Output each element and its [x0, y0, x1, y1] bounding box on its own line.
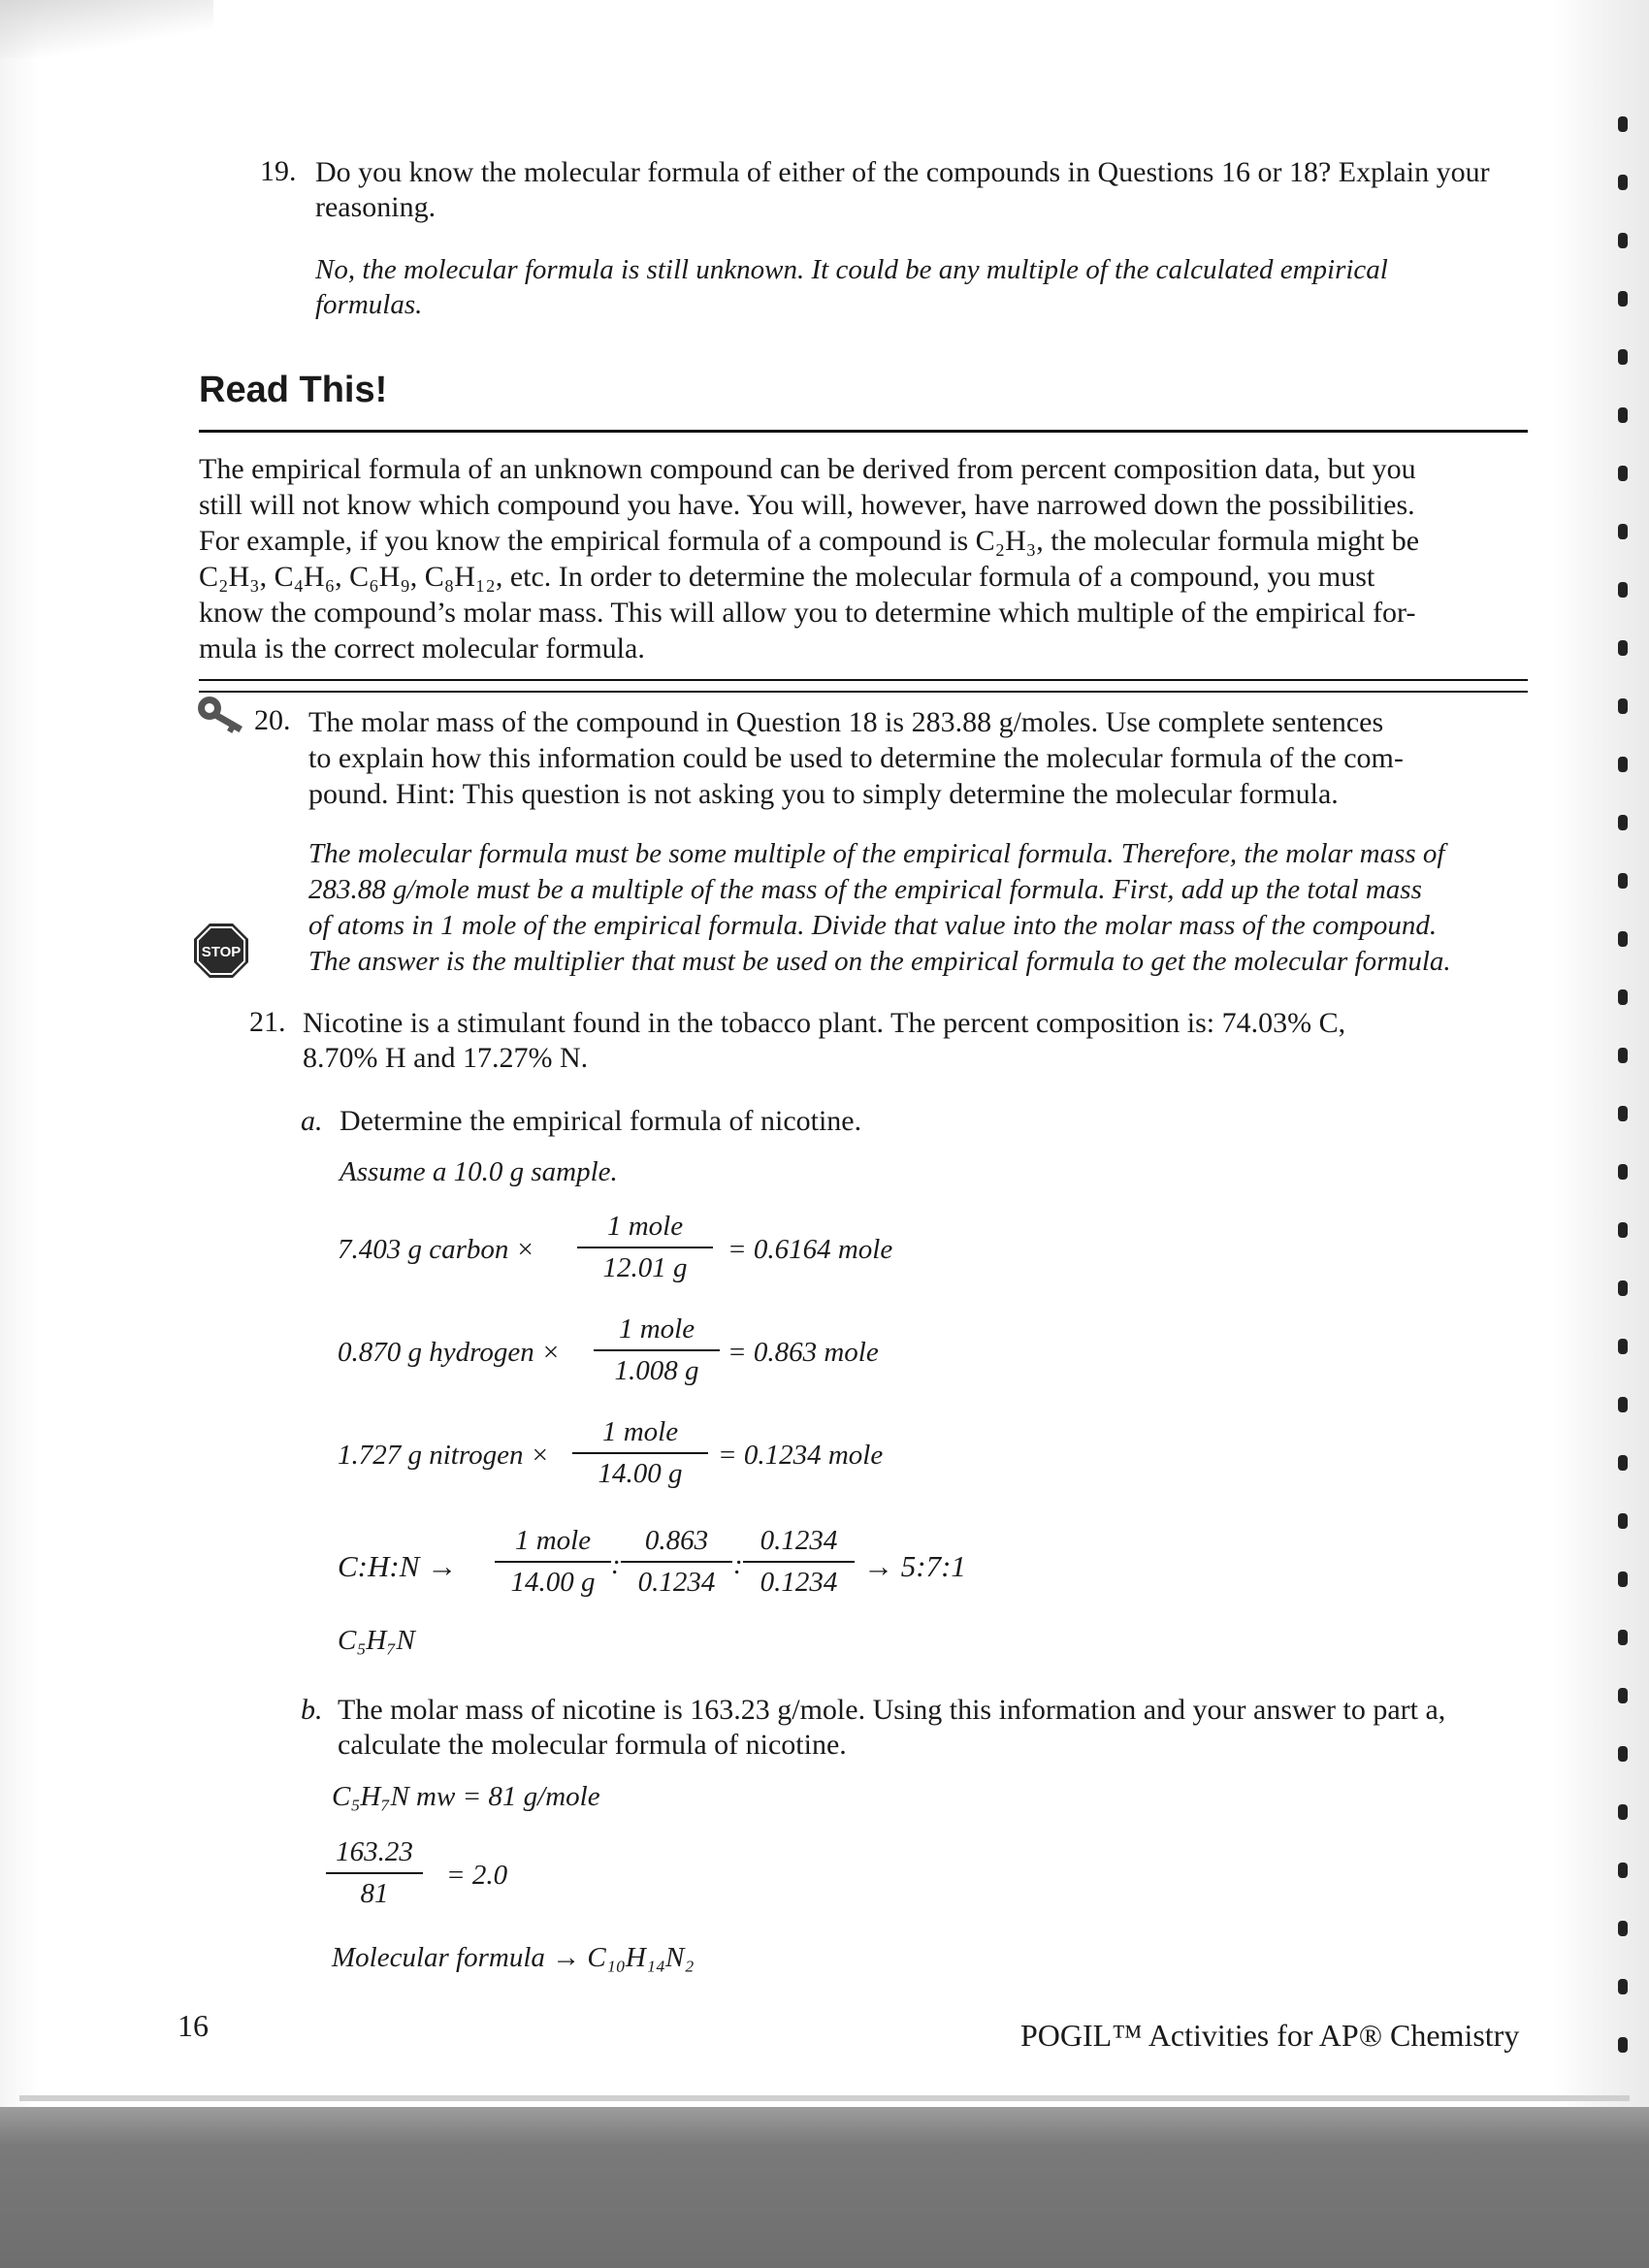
- binding-hole: [1618, 1397, 1628, 1412]
- ratio-frac-3-den: 0.1234: [760, 1567, 838, 1598]
- read-this-line: For example, if you know the empirical formula of a compound is C₂H₃, the molecular formula might be: [199, 525, 1420, 557]
- binding-hole: [1618, 175, 1628, 190]
- part-b-frac-result: = 2.0: [446, 1860, 508, 1891]
- read-this-line: C₂H₃, C₄H₆, C₆H₉, C₈H₁₂, etc. In order to determine the molecular formula of a compound, you must: [199, 561, 1375, 593]
- stop-icon-label: STOP: [201, 944, 242, 960]
- read-this-top-rule: [199, 430, 1528, 433]
- fraction-bar: [621, 1561, 732, 1563]
- calc-carbon-left: 7.403 g carbon ×: [338, 1234, 535, 1265]
- ratio-frac-1-den: 14.00 g: [510, 1567, 596, 1598]
- q19-number: 19.: [260, 155, 297, 187]
- binding-hole: [1618, 698, 1628, 714]
- ratio-frac-2-num: 0.863: [644, 1525, 709, 1556]
- footer-title: POGIL™ Activities for AP® Chemistry: [1020, 2018, 1520, 2053]
- q20-number: 20.: [254, 704, 291, 736]
- binding-hole: [1618, 407, 1628, 423]
- q19-text: Do you know the molecular formula of either of the compounds in Questions 16 or 18? Explain your reasoning.: [315, 156, 1490, 223]
- part-b-line: The molar mass of nicotine is 163.23 g/mole. Using this information and your answer to part a,: [338, 1694, 1446, 1726]
- q21-number: 21.: [249, 1006, 286, 1038]
- calc-nitrogen-fraction: [572, 1416, 708, 1490]
- binding-hole: [1618, 1979, 1628, 1994]
- page-number: 16: [178, 2008, 209, 2043]
- q20-answer-line: The molecular formula must be some multiple of the empirical formula. Therefore, the molar mass of: [308, 838, 1445, 869]
- q19-answer: No, the molecular formula is still unknown. It could be any multiple of the calculated empirical formulas.: [315, 254, 1388, 320]
- read-this-line: know the compound’s molar mass. This will allow you to determine which multiple of the empirical for-: [199, 597, 1416, 629]
- binding-hole: [1618, 1863, 1628, 1878]
- calc-carbon-num: 1 mole: [606, 1211, 684, 1242]
- fraction-bar: [743, 1561, 855, 1563]
- calc-carbon-den: 12.01 g: [602, 1252, 688, 1283]
- binding-hole: [1618, 2037, 1628, 2053]
- q20-answer-line: 283.88 g/mole must be a multiple of the mass of the empirical formula. First, add up the total mass: [308, 874, 1422, 905]
- binding-hole: [1618, 931, 1628, 947]
- binding-hole: [1618, 1804, 1628, 1820]
- fraction-bar: [495, 1561, 611, 1563]
- q20-answer-line: The answer is the multiplier that must be used on the empirical formula to get the molecular formula.: [308, 946, 1451, 977]
- fraction-bar: [594, 1349, 720, 1351]
- calc-nitrogen-result: = 0.1234 mole: [718, 1440, 884, 1471]
- binding-hole: [1618, 1164, 1628, 1180]
- calc-nitrogen-den: 14.00 g: [598, 1458, 683, 1489]
- part-b-label: b.: [301, 1694, 323, 1726]
- ratio-sep-2: :: [733, 1549, 743, 1580]
- q21-text: [303, 1006, 1535, 1076]
- part-a-assume: Assume a 10.0 g sample.: [340, 1156, 618, 1187]
- read-this-bottom-rule-1: [199, 679, 1528, 681]
- key-icon: [194, 691, 252, 739]
- binding-holes: [1618, 116, 1632, 2076]
- part-a-label: a.: [301, 1105, 323, 1137]
- binding-hole: [1618, 524, 1628, 539]
- fraction-bar: [577, 1247, 713, 1248]
- binding-hole: [1618, 1746, 1628, 1762]
- q20-line: pound. Hint: This question is not asking you to simply determine the molecular formula.: [308, 778, 1339, 810]
- binding-hole: [1618, 640, 1628, 656]
- calc-hydrogen-num: 1 mole: [618, 1313, 695, 1345]
- binding-hole: [1618, 1339, 1628, 1354]
- binding-hole: [1618, 757, 1628, 772]
- calc-hydrogen-fraction: [594, 1313, 720, 1387]
- scan-shadow: [0, 0, 213, 58]
- read-this-line: mula is the correct molecular formula.: [199, 632, 645, 664]
- binding-hole: [1618, 1630, 1628, 1645]
- binding-hole: [1618, 291, 1628, 307]
- q20-answer-line: of atoms in 1 mole of the empirical formula. Divide that value into the molar mass of the compound.: [308, 910, 1438, 941]
- part-b-molecular: Molecular formula → C₁₀H₁₄N₂: [332, 1942, 695, 1973]
- ratio-frac-2: [621, 1525, 732, 1599]
- ratio-frac-3-num: 0.1234: [760, 1525, 838, 1556]
- read-this-heading: Read This!: [199, 370, 388, 410]
- read-this-line: The empirical formula of an unknown compound can be derived from percent composition data, but you: [199, 453, 1416, 485]
- binding-hole: [1618, 1513, 1628, 1529]
- scan-bottom-bar: [0, 2107, 1649, 2268]
- calc-hydrogen-den: 1.008 g: [614, 1355, 699, 1386]
- empirical-formula: C₅H₇N: [338, 1625, 415, 1656]
- calc-carbon-result: = 0.6164 mole: [728, 1234, 893, 1265]
- calc-nitrogen-left: 1.727 g nitrogen ×: [338, 1440, 550, 1471]
- binding-hole: [1618, 1106, 1628, 1121]
- binding-hole: [1618, 1688, 1628, 1703]
- calc-hydrogen-left: 0.870 g hydrogen ×: [338, 1337, 561, 1368]
- ratio-sep-1: :: [611, 1549, 621, 1580]
- part-b-frac-num: 163.23: [336, 1836, 413, 1867]
- binding-hole: [1618, 466, 1628, 481]
- ratio-frac-3: [743, 1525, 855, 1599]
- q21-line: 8.70% H and 17.27% N.: [303, 1042, 589, 1074]
- stop-icon: [192, 922, 250, 980]
- binding-hole: [1618, 1222, 1628, 1238]
- q21-line: Nicotine is a stimulant found in the tobacco plant. The percent composition is: 74.03% C,: [303, 1007, 1346, 1039]
- scan-bottom-line: [19, 2095, 1630, 2101]
- read-this-bottom-rule-2: [199, 691, 1528, 693]
- fraction-bar: [572, 1452, 708, 1454]
- ratio-frac-2-den: 0.1234: [637, 1567, 716, 1598]
- q20-line: to explain how this information could be used to determine the molecular formula of the com-: [308, 742, 1404, 774]
- binding-hole: [1618, 233, 1628, 248]
- part-a-text: Determine the empirical formula of nicotine.: [340, 1105, 862, 1137]
- q20-text: [308, 704, 1540, 812]
- ratio-left: C:H:N →: [338, 1549, 458, 1583]
- read-this-line: still will not know which compound you have. You will, however, have narrowed down the possibilities.: [199, 489, 1415, 521]
- binding-hole: [1618, 989, 1628, 1005]
- binding-hole: [1618, 1455, 1628, 1471]
- part-b-mw: C₅H₇N mw = 81 g/mole: [332, 1781, 600, 1812]
- part-b-fraction: [326, 1836, 423, 1910]
- binding-hole: [1618, 1921, 1628, 1936]
- calc-hydrogen-result: = 0.863 mole: [728, 1337, 879, 1368]
- binding-hole: [1618, 1048, 1628, 1063]
- ratio-frac-1: [495, 1525, 611, 1599]
- binding-hole: [1618, 582, 1628, 598]
- calc-nitrogen-num: 1 mole: [601, 1416, 679, 1447]
- binding-hole: [1618, 1280, 1628, 1296]
- binding-hole: [1618, 116, 1628, 132]
- calc-carbon-fraction: [577, 1211, 713, 1284]
- binding-hole: [1618, 349, 1628, 365]
- part-b-text: [338, 1693, 1540, 1763]
- read-this-body: [199, 451, 1533, 666]
- ratio-result: → 5:7:1: [863, 1549, 966, 1583]
- part-b-line: calculate the molecular formula of nicotine.: [338, 1729, 847, 1761]
- binding-hole: [1618, 873, 1628, 889]
- q20-line: The molar mass of the compound in Question 18 is 283.88 g/moles. Use complete sentences: [308, 706, 1384, 738]
- part-b-frac-den: 81: [360, 1878, 389, 1909]
- fraction-bar: [326, 1872, 423, 1874]
- binding-hole: [1618, 1571, 1628, 1587]
- q20-answer: [308, 836, 1550, 980]
- ratio-frac-1-num: 1 mole: [514, 1525, 592, 1556]
- binding-hole: [1618, 815, 1628, 830]
